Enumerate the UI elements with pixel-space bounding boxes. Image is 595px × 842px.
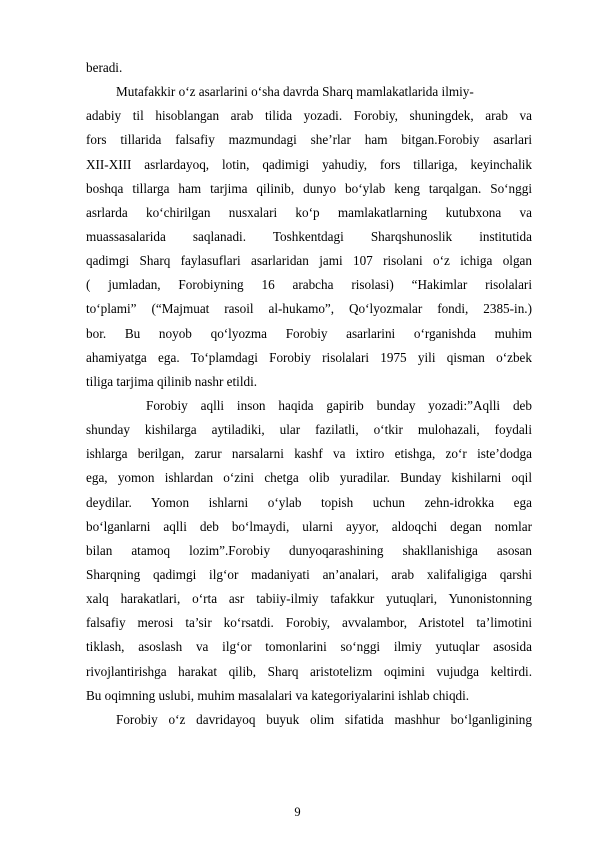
paragraph-last-line: Bu oqimning uslubi, muhim masalalari va kategoriyalarini ishlab chiqdi. (86, 687, 470, 703)
text-line: shunday kishilarga aytiladiki, ular fazilatli, o‘tkir mulohazali, foydali (86, 422, 532, 438)
text-line: beradi. (86, 60, 123, 75)
text-line: falsafiy merosi ta’sir ko‘rsatdi. Forobiy, avvalambor, Aristotel ta’limotini (86, 615, 532, 631)
text-line: bo‘lganlarni aqlli deb bo‘lmaydi, ularni ayyor, aldoqchi degan nomlar (86, 518, 532, 534)
text-line: tiklash, asoslash va ilg‘or tomonlarini so‘nggi ilmiy yutuqlar asosida (86, 639, 532, 655)
text-line: qadimgi Sharq faylasuflari asarlaridan jami 107 risolani o‘z ichiga olgan (86, 253, 532, 269)
text-line: bilan atamoq lozim”.Forobiy dunyoqarashining shakllanishiga asosan (86, 542, 532, 558)
text-line: ega, yomon ishlardan o‘zini chetga olib yuradilar. Bunday kishilarni oqil (86, 470, 532, 486)
text-line: to‘plami” (“Majmuat rasoil al-hukamo”, Qo‘lyozmalar fondi, 2385-in.) (86, 301, 532, 317)
text-line: ahamiyatga ega. To‘plamdagi Forobiy risolalari 1975 yili qisman o‘zbek (86, 349, 532, 365)
text-line: muassasalarida saqlanadi. Toshkentdagi Sharqshunoslik institutida (86, 228, 532, 244)
paragraph-first-line: Forobiy aqlli inson haqida gapirib bunday yozadi:”Aqlli deb (146, 397, 532, 413)
text-line: XII-XIII asrlardayoq, lotin, qadimigi yahudiy, fors tillariga, keyinchalik (86, 156, 532, 172)
paragraph-first-line: Forobiy o‘z davridayoq buyuk olim sifatida mashhur bo‘lganligining (116, 711, 532, 727)
text-line: asrlarda ko‘chirilgan nusxalari ko‘p mamlakatlarning kutubxona va (86, 204, 532, 220)
text-line: ishlarga berilgan, zarur narsalarni kashf va ixtiro etishga, zo‘r iste’dodga (86, 446, 532, 462)
text-line: adabiy til hisoblangan arab tilida yozadi. Forobiy, shuningdek, arab va (86, 108, 532, 124)
text-line: ( jumladan, Forobiyning 16 arabcha risolasi) “Hakimlar risolalari (86, 277, 532, 293)
text-line: bor. Bu noyob qo‘lyozma Forobiy asarlarini o‘rganishda muhim (86, 325, 532, 341)
paragraph-first-line: Mutafakkir o‘z asarlarini o‘sha davrda Sharq mamlakatlarida ilmiy- (116, 84, 474, 100)
text-line: rivojlantirishga harakat qilib, Sharq aristotelizm oqimini vujudga keltirdi. (86, 663, 532, 679)
text-line: Sharqning qadimgi ilg‘or madaniyati an’analari, arab xalifaligiga qarshi (86, 566, 532, 582)
text-line: xalq harakatlari, o‘rta asr tabiiy-ilmiy tafakkur yutuqlari, Yunonistonning (86, 591, 532, 607)
paragraph-last-line: tiliga tarjima qilinib nashr etildi. (86, 373, 258, 389)
text-line: deydilar. Yomon ishlarni o‘ylab topish uchun zehn-idrokka ega (86, 494, 532, 510)
text-line: fors tillarida falsafiy mazmundagi she’rlar ham bitgan.Forobiy asarlari (86, 132, 532, 148)
text-line: boshqa tillarga ham tarjima qilinib, dunyo bo‘ylab keng tarqalgan. So‘nggi (86, 180, 532, 196)
page-number: 9 (294, 805, 301, 819)
body-text (86, 56, 532, 732)
